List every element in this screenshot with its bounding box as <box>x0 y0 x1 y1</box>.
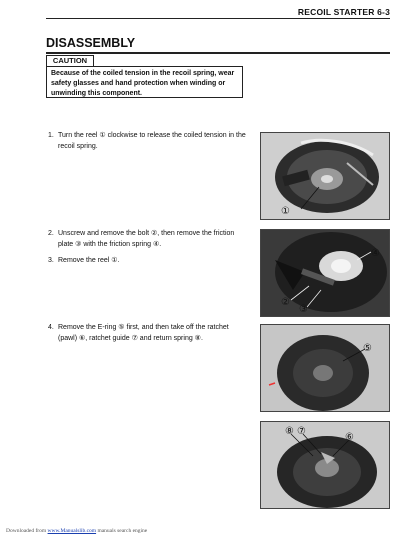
step-4 <box>48 323 248 344</box>
step-number: 1. <box>48 132 54 139</box>
step-2 <box>48 229 248 250</box>
photo-reel-release <box>260 132 390 220</box>
footer-prefix: Downloaded from <box>6 528 48 534</box>
title-rule <box>46 52 390 54</box>
step-number: 3. <box>48 257 54 264</box>
callout-ratchet-guide: ⑦ <box>297 426 306 437</box>
step-text: Remove the reel ①. <box>58 257 120 264</box>
callout-reel: ① <box>281 206 290 217</box>
photo-e-ring <box>260 324 390 412</box>
step-text: Turn the reel ① clockwise to release the coiled tension in the recoil spring. <box>58 132 246 150</box>
step-number: 4. <box>48 324 54 331</box>
step-text: Unscrew and remove the bolt ②, then remove the friction plate ③ with the friction spring ④. <box>58 230 235 248</box>
footer-note <box>6 528 147 534</box>
callout-ratchet-pawl: ⑥ <box>345 432 354 443</box>
step-1 <box>48 131 248 152</box>
step-text: Remove the E-ring ⑤ first, and then take off the ratchet (pawl) ⑥, ratchet guide ⑦ and return spring ⑧. <box>58 324 229 342</box>
callout-bolt: ② <box>281 297 290 308</box>
header-rule <box>46 18 390 19</box>
callout-friction-plate: ③ <box>299 304 308 315</box>
footer-link[interactable]: www.Manualslib.com <box>47 528 97 534</box>
footer-suffix: manuals search engine <box>96 528 148 534</box>
callout-return-spring: ⑧ <box>285 426 294 437</box>
callout-friction-spring: ④ <box>371 248 380 259</box>
page-header-title: RECOIL STARTER 6-3 <box>297 7 390 17</box>
caution-label: CAUTION <box>46 55 94 67</box>
step-3 <box>48 256 248 267</box>
callout-e-ring: ⑤ <box>363 343 372 354</box>
photo-ratchet-guide-spring <box>260 421 390 509</box>
step-number: 2. <box>48 230 54 237</box>
section-title: DISASSEMBLY <box>46 36 136 50</box>
caution-text: Because of the coiled tension in the recoil spring, wear safety glasses and hand protection when winding or unwinding this component. <box>46 66 243 98</box>
photo-bolt-friction-plate <box>260 229 390 317</box>
